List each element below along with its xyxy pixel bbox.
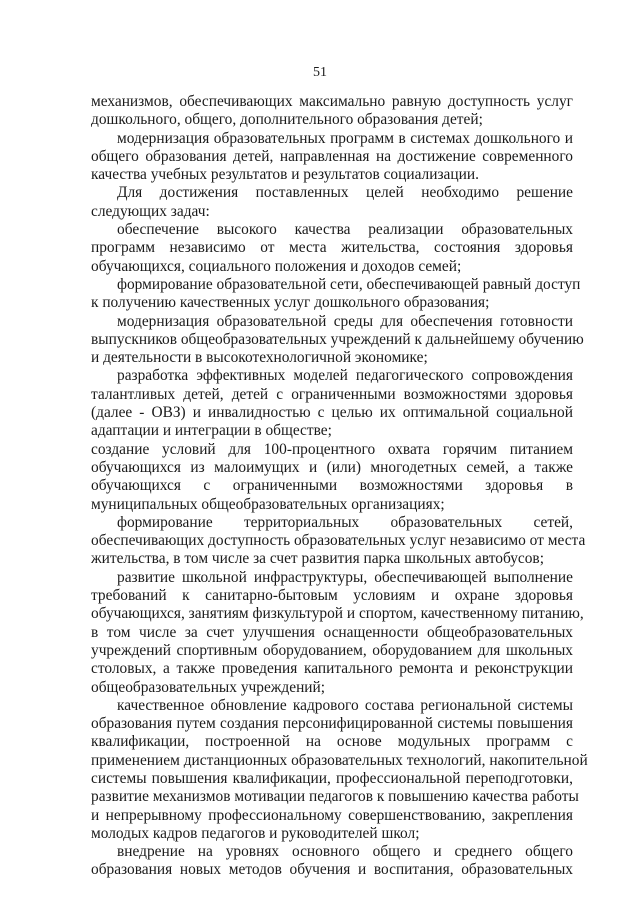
- text-line: обучающихся из малоимущих и (или) многодетных семей, а также: [91, 458, 573, 476]
- paragraph: [91, 568, 584, 697]
- text-line: требований к санитарно-бытовым условиям и охране здоровья: [91, 587, 573, 605]
- text-line: квалификации, построенной на основе модульных программ с: [91, 733, 573, 751]
- text-line: формирование образовательной сети, обеспечивающей равный доступ: [117, 275, 581, 293]
- text-line: образования новых методов обучения и воспитания, образовательных: [91, 861, 573, 879]
- paragraph: [91, 696, 588, 843]
- text-line: разработка эффективных моделей педагогического сопровождения: [117, 367, 573, 385]
- text-line: внедрение на уровнях основного общего и среднего общего: [117, 843, 573, 861]
- text-line: обеспечение высокого качества реализации образовательных: [117, 221, 573, 239]
- text-line: программ независимо от места жительства, состояния здоровья: [91, 239, 573, 257]
- text-line: обучающихся, занятиям физкультурой и спортом, качественному питанию,: [91, 605, 584, 623]
- text-line: столовых, а также проведения капитального ремонта и реконструкции: [91, 660, 573, 678]
- text-line: учреждений спортивным оборудованием, оборудованием для школьных: [91, 641, 573, 659]
- text-line: выпускников общеобразовательных учреждений к дальнейшему обучению: [91, 330, 584, 348]
- text-line: и непрерывному профессиональному совершенствованию, закрепления: [91, 806, 573, 824]
- text-line: образования путем создания персонифицированной системы повышения: [91, 715, 573, 733]
- paragraph: [91, 130, 573, 185]
- text-line: адаптации и интеграции в обществе;: [91, 422, 332, 440]
- paragraph: [91, 513, 586, 569]
- paragraph: [91, 441, 573, 514]
- text-line: качественное обновление кадрового состава региональной системы: [117, 696, 573, 714]
- text-line: механизмов, обеспечивающих максимально равную доступность услуг: [91, 93, 573, 110]
- text-line: обучающихся, социального положения и доходов семей;: [91, 257, 462, 275]
- text-line: обучающихся с ограниченными возможностями здоровья в: [91, 477, 573, 495]
- text-line: жительства, в том числе за счет развития парка школьных автобусов;: [91, 550, 544, 568]
- text-line: формирование территориальных образовательных сетей,: [117, 513, 573, 531]
- text-line: обеспечивающих доступность образовательных услуг независимо от места: [91, 532, 586, 550]
- text-line: развитие школьной инфраструктуры, обеспечивающей выполнение: [117, 568, 573, 586]
- text-line: (далее - ОВЗ) и инвалидностью с целью их оптимальной социальной: [91, 404, 573, 422]
- paragraph: [91, 184, 573, 221]
- text-line: развитие механизмов мотивации педагогов к повышению качества работы: [91, 788, 579, 806]
- text-line: создание условий для 100-процентного охвата горячим питанием: [91, 440, 573, 458]
- paragraph: [91, 312, 584, 368]
- text-line: применением дистанционных образовательных технологий, накопительной: [91, 751, 588, 769]
- page-number: 51: [313, 65, 327, 80]
- text-line: модернизация образовательной среды для обеспечения готовности: [117, 312, 573, 330]
- paragraph: [91, 367, 573, 440]
- text-line: качества учебных результатов и результатов социализации.: [91, 166, 479, 184]
- text-line: дошкольного, общего, дополнительного образования детей;: [91, 111, 483, 129]
- text-line: и деятельности в высокотехнологичной экономике;: [91, 349, 428, 367]
- text-line: общеобразовательных учреждений;: [91, 678, 326, 696]
- text-line: в том числе за счет улучшения оснащенности общеобразовательных: [91, 623, 573, 641]
- paragraph: [91, 93, 573, 130]
- text-line: молодых кадров педагогов и руководителей школ;: [91, 824, 420, 842]
- paragraph: [91, 221, 573, 276]
- body-text: [91, 93, 588, 880]
- text-line: следующих задач:: [91, 202, 210, 220]
- text-line: муниципальных общеобразовательных организациях;: [91, 495, 445, 513]
- text-line: Для достижения поставленных целей необходимо решение: [117, 184, 573, 202]
- text-line: модернизация образовательных программ в системах дошкольного и: [117, 129, 573, 147]
- text-line: общего образования детей, направленная на достижение современного: [91, 147, 573, 165]
- paragraph: [91, 843, 573, 880]
- text-line: к получению качественных услуг дошкольного образования;: [91, 294, 490, 312]
- paragraph: [91, 275, 581, 313]
- text-line: талантливых детей, детей с ограниченными возможностями здоровья: [91, 385, 573, 403]
- text-line: системы повышения квалификации, профессиональной переподготовки,: [91, 769, 573, 787]
